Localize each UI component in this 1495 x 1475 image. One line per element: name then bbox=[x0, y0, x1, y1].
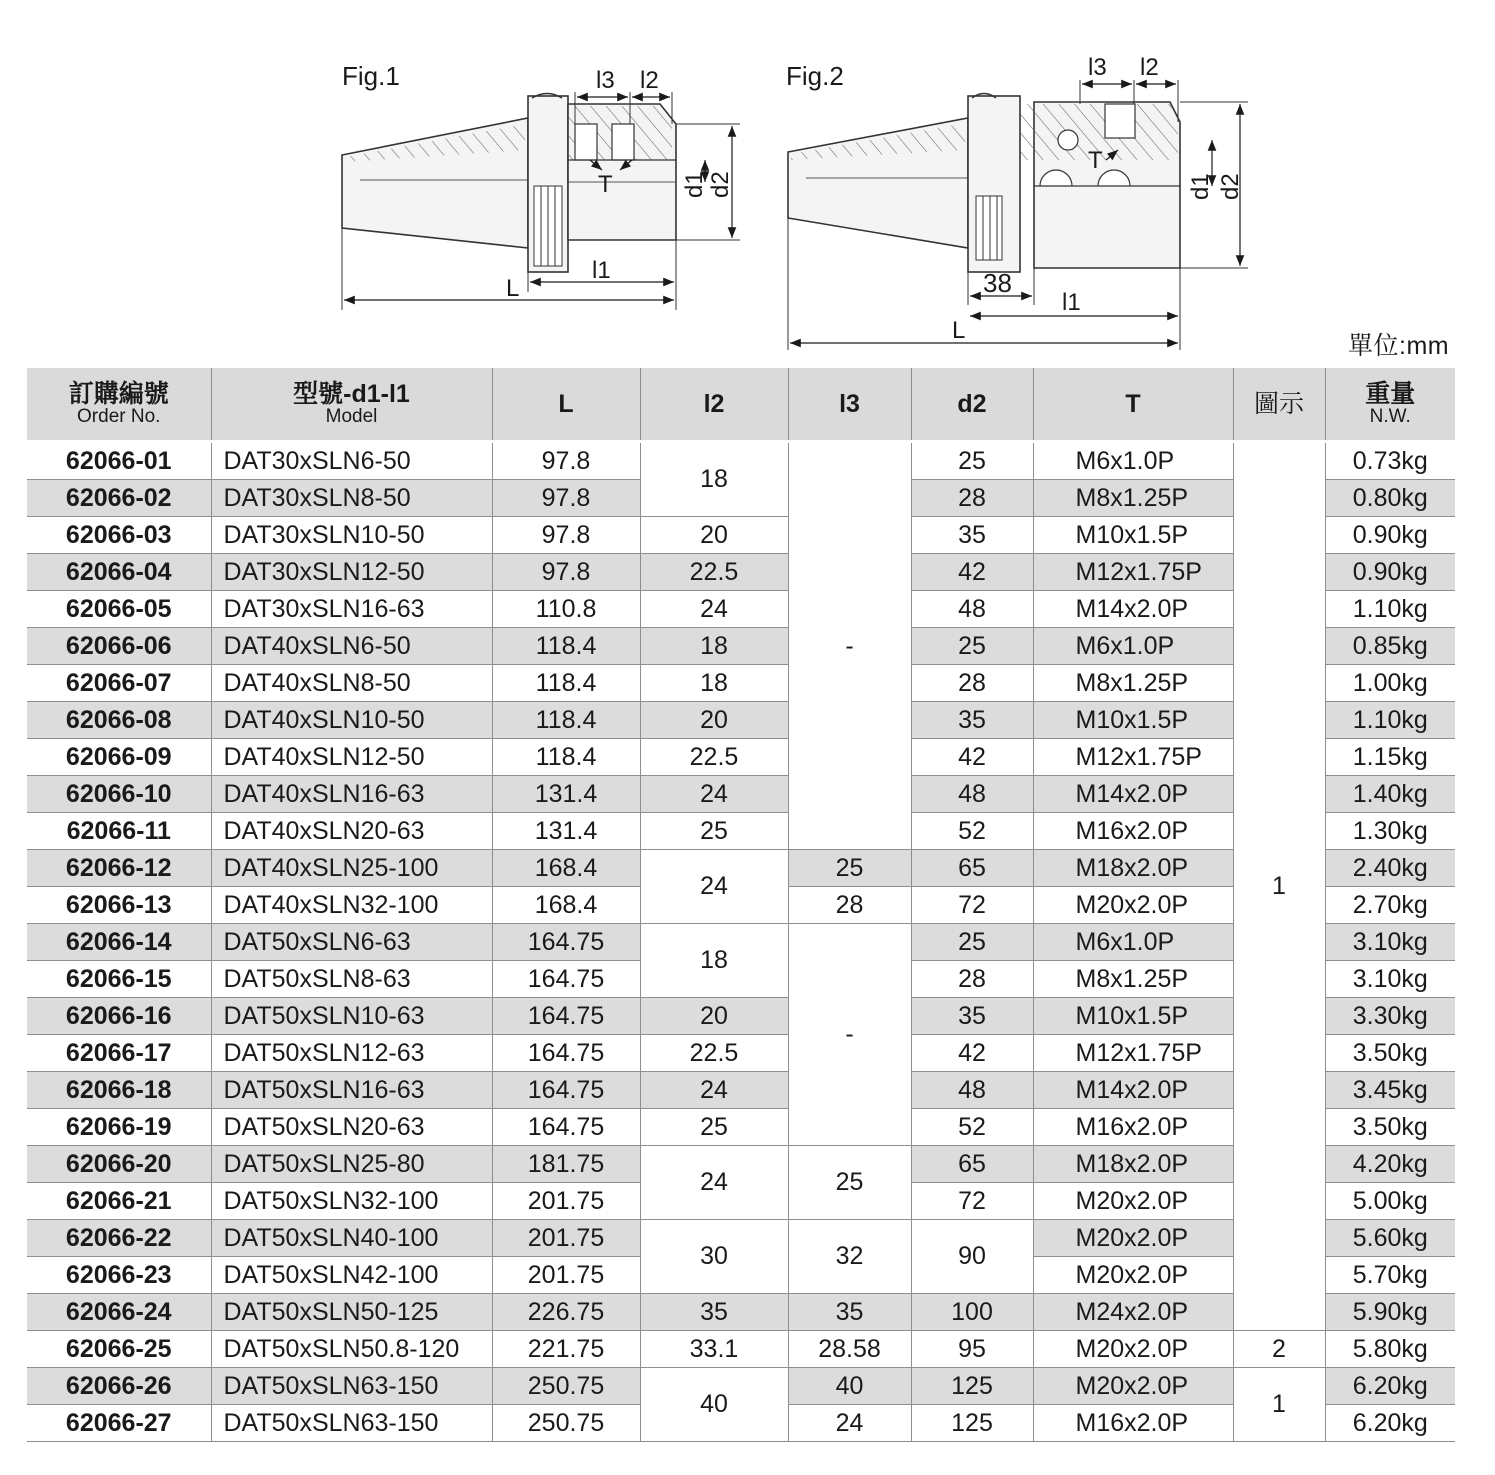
cell-T: M12x1.75P bbox=[1033, 739, 1233, 776]
cell-T: M12x1.75P bbox=[1033, 1035, 1233, 1072]
cell-model: DAT50xSLN12-63 bbox=[211, 1035, 492, 1072]
cell-T: M20x2.0P bbox=[1033, 1331, 1233, 1368]
fig1-dim-l2: l2 bbox=[640, 67, 659, 94]
cell-L: 118.4 bbox=[492, 628, 640, 665]
cell-model: DAT30xSLN8-50 bbox=[211, 480, 492, 517]
cell-d2: 28 bbox=[911, 480, 1033, 517]
cell-l2: 33.1 bbox=[640, 1331, 788, 1368]
cell-T: M14x2.0P bbox=[1033, 591, 1233, 628]
cell-L: 131.4 bbox=[492, 776, 640, 813]
cell-L: 164.75 bbox=[492, 924, 640, 961]
cell-T: M10x1.5P bbox=[1033, 702, 1233, 739]
cell-d2: 28 bbox=[911, 665, 1033, 702]
cell-d2: 35 bbox=[911, 998, 1033, 1035]
cell-nw: 3.10kg bbox=[1325, 961, 1455, 998]
cell-l2: 24 bbox=[640, 1072, 788, 1109]
cell-nw: 5.60kg bbox=[1325, 1220, 1455, 1257]
header-l3: l3 bbox=[788, 368, 911, 442]
cell-T: M20x2.0P bbox=[1033, 887, 1233, 924]
cell-L: 97.8 bbox=[492, 517, 640, 554]
cell-T: M24x2.0P bbox=[1033, 1294, 1233, 1331]
cell-nw: 0.85kg bbox=[1325, 628, 1455, 665]
cell-l2: 25 bbox=[640, 813, 788, 850]
cell-L: 226.75 bbox=[492, 1294, 640, 1331]
cell-nw: 3.10kg bbox=[1325, 924, 1455, 961]
cell-l2: 24 bbox=[640, 776, 788, 813]
cell-model: DAT50xSLN50.8-120 bbox=[211, 1331, 492, 1368]
cell-nw: 6.20kg bbox=[1325, 1368, 1455, 1405]
cell-l2: 18 bbox=[640, 924, 788, 998]
cell-L: 131.4 bbox=[492, 813, 640, 850]
cell-L: 97.8 bbox=[492, 442, 640, 480]
cell-model: DAT50xSLN6-63 bbox=[211, 924, 492, 961]
cell-L: 164.75 bbox=[492, 1072, 640, 1109]
header-model: 型號-d1-l1 Model bbox=[211, 368, 492, 442]
cell-l2: 20 bbox=[640, 702, 788, 739]
cell-order: 62066-17 bbox=[27, 1035, 211, 1072]
cell-l3: - bbox=[788, 924, 911, 1146]
cell-L: 201.75 bbox=[492, 1183, 640, 1220]
cell-nw: 5.00kg bbox=[1325, 1183, 1455, 1220]
fig2-dim-d1: d1 bbox=[1187, 173, 1214, 200]
cell-L: 164.75 bbox=[492, 1109, 640, 1146]
cell-nw: 0.80kg bbox=[1325, 480, 1455, 517]
cell-model: DAT40xSLN16-63 bbox=[211, 776, 492, 813]
cell-nw: 1.10kg bbox=[1325, 591, 1455, 628]
cell-order: 62066-05 bbox=[27, 591, 211, 628]
cell-model: DAT50xSLN20-63 bbox=[211, 1109, 492, 1146]
cell-model: DAT30xSLN16-63 bbox=[211, 591, 492, 628]
fig2-dim-d2: d2 bbox=[1217, 173, 1244, 200]
fig1-dim-T: T bbox=[598, 171, 613, 198]
cell-model: DAT40xSLN25-100 bbox=[211, 850, 492, 887]
cell-L: 110.8 bbox=[492, 591, 640, 628]
cell-L: 97.8 bbox=[492, 554, 640, 591]
cell-order: 62066-02 bbox=[27, 480, 211, 517]
cell-l3: 25 bbox=[788, 1146, 911, 1220]
cell-l2: 24 bbox=[640, 591, 788, 628]
cell-nw: 5.70kg bbox=[1325, 1257, 1455, 1294]
cell-model: DAT30xSLN6-50 bbox=[211, 442, 492, 480]
cell-order: 62066-09 bbox=[27, 739, 211, 776]
cell-d2: 25 bbox=[911, 442, 1033, 480]
cell-nw: 3.30kg bbox=[1325, 998, 1455, 1035]
cell-T: M18x2.0P bbox=[1033, 850, 1233, 887]
header-T: T bbox=[1033, 368, 1233, 442]
header-d2: d2 bbox=[911, 368, 1033, 442]
cell-order: 62066-21 bbox=[27, 1183, 211, 1220]
cell-order: 62066-06 bbox=[27, 628, 211, 665]
cell-nw: 3.45kg bbox=[1325, 1072, 1455, 1109]
cell-d2: 42 bbox=[911, 554, 1033, 591]
cell-model: DAT50xSLN10-63 bbox=[211, 998, 492, 1035]
cell-T: M16x2.0P bbox=[1033, 813, 1233, 850]
figure-1 bbox=[342, 61, 740, 310]
cell-d2: 65 bbox=[911, 850, 1033, 887]
table-row bbox=[27, 442, 1455, 480]
cell-d2: 90 bbox=[911, 1220, 1033, 1294]
cell-order: 62066-14 bbox=[27, 924, 211, 961]
cell-L: 221.75 bbox=[492, 1331, 640, 1368]
cell-l2: 18 bbox=[640, 665, 788, 702]
cell-L: 118.4 bbox=[492, 702, 640, 739]
cell-order: 62066-22 bbox=[27, 1220, 211, 1257]
cell-model: DAT50xSLN8-63 bbox=[211, 961, 492, 998]
cell-order: 62066-27 bbox=[27, 1405, 211, 1442]
fig2-dim-l2: l2 bbox=[1140, 54, 1159, 81]
cell-order: 62066-20 bbox=[27, 1146, 211, 1183]
cell-T: M10x1.5P bbox=[1033, 998, 1233, 1035]
cell-order: 62066-15 bbox=[27, 961, 211, 998]
cell-order: 62066-07 bbox=[27, 665, 211, 702]
cell-model: DAT50xSLN50-125 bbox=[211, 1294, 492, 1331]
cell-T: M20x2.0P bbox=[1033, 1257, 1233, 1294]
cell-T: M16x2.0P bbox=[1033, 1405, 1233, 1442]
cell-L: 164.75 bbox=[492, 1035, 640, 1072]
cell-order: 62066-10 bbox=[27, 776, 211, 813]
cell-d2: 100 bbox=[911, 1294, 1033, 1331]
cell-nw: 3.50kg bbox=[1325, 1109, 1455, 1146]
cell-L: 168.4 bbox=[492, 850, 640, 887]
cell-nw: 5.90kg bbox=[1325, 1294, 1455, 1331]
header-order: 訂購編號 Order No. bbox=[27, 368, 211, 442]
cell-T: M14x2.0P bbox=[1033, 1072, 1233, 1109]
cell-L: 201.75 bbox=[492, 1257, 640, 1294]
cell-d2: 95 bbox=[911, 1331, 1033, 1368]
cell-l2: 40 bbox=[640, 1368, 788, 1442]
fig1-dim-l3: l3 bbox=[596, 67, 615, 94]
cell-d2: 25 bbox=[911, 628, 1033, 665]
fig1-dim-l1: l1 bbox=[592, 257, 611, 284]
cell-order: 62066-23 bbox=[27, 1257, 211, 1294]
cell-nw: 6.20kg bbox=[1325, 1405, 1455, 1442]
header-l2: l2 bbox=[640, 368, 788, 442]
cell-T: M8x1.25P bbox=[1033, 480, 1233, 517]
table-row bbox=[27, 1368, 1455, 1405]
cell-L: 250.75 bbox=[492, 1368, 640, 1405]
fig2-dim-l3: l3 bbox=[1088, 54, 1107, 81]
cell-model: DAT50xSLN42-100 bbox=[211, 1257, 492, 1294]
cell-l2: 20 bbox=[640, 998, 788, 1035]
cell-d2: 125 bbox=[911, 1405, 1033, 1442]
cell-d2: 52 bbox=[911, 813, 1033, 850]
cell-model: DAT40xSLN20-63 bbox=[211, 813, 492, 850]
cell-model: DAT50xSLN32-100 bbox=[211, 1183, 492, 1220]
cell-model: DAT30xSLN12-50 bbox=[211, 554, 492, 591]
fig2-dim-38: 38 bbox=[983, 268, 1012, 298]
cell-L: 164.75 bbox=[492, 998, 640, 1035]
cell-d2: 35 bbox=[911, 702, 1033, 739]
cell-order: 62066-25 bbox=[27, 1331, 211, 1368]
cell-T: M12x1.75P bbox=[1033, 554, 1233, 591]
cell-T: M8x1.25P bbox=[1033, 961, 1233, 998]
cell-d2: 65 bbox=[911, 1146, 1033, 1183]
cell-l2: 25 bbox=[640, 1109, 788, 1146]
table-row bbox=[27, 1331, 1455, 1368]
cell-T: M14x2.0P bbox=[1033, 776, 1233, 813]
cell-model: DAT40xSLN32-100 bbox=[211, 887, 492, 924]
cell-model: DAT50xSLN25-80 bbox=[211, 1146, 492, 1183]
cell-order: 62066-16 bbox=[27, 998, 211, 1035]
cell-order: 62066-26 bbox=[27, 1368, 211, 1405]
cell-nw: 0.90kg bbox=[1325, 517, 1455, 554]
cell-T: M16x2.0P bbox=[1033, 1109, 1233, 1146]
cell-l3: 24 bbox=[788, 1405, 911, 1442]
unit-label: 單位:mm bbox=[1348, 332, 1450, 360]
cell-l2: 35 bbox=[640, 1294, 788, 1331]
cell-order: 62066-11 bbox=[27, 813, 211, 850]
figure-1-label: Fig.1 bbox=[342, 61, 400, 91]
cell-order: 62066-08 bbox=[27, 702, 211, 739]
cell-d2: 42 bbox=[911, 1035, 1033, 1072]
cell-nw: 2.40kg bbox=[1325, 850, 1455, 887]
cell-l3: 25 bbox=[788, 850, 911, 887]
cell-nw: 5.80kg bbox=[1325, 1331, 1455, 1368]
cell-nw: 1.40kg bbox=[1325, 776, 1455, 813]
cell-fig: 2 bbox=[1233, 1331, 1325, 1368]
cell-nw: 1.15kg bbox=[1325, 739, 1455, 776]
cell-nw: 2.70kg bbox=[1325, 887, 1455, 924]
cell-L: 250.75 bbox=[492, 1405, 640, 1442]
cell-L: 181.75 bbox=[492, 1146, 640, 1183]
cell-T: M10x1.5P bbox=[1033, 517, 1233, 554]
cell-model: DAT40xSLN8-50 bbox=[211, 665, 492, 702]
technical-drawings bbox=[0, 0, 1495, 365]
cell-order: 62066-04 bbox=[27, 554, 211, 591]
cell-d2: 28 bbox=[911, 961, 1033, 998]
cell-order: 62066-03 bbox=[27, 517, 211, 554]
cell-order: 62066-24 bbox=[27, 1294, 211, 1331]
cell-model: DAT40xSLN12-50 bbox=[211, 739, 492, 776]
spec-table bbox=[27, 368, 1455, 1442]
cell-l3: - bbox=[788, 442, 911, 850]
cell-T: M6x1.0P bbox=[1033, 924, 1233, 961]
cell-T: M6x1.0P bbox=[1033, 442, 1233, 480]
fig1-dim-d2: d2 bbox=[707, 171, 734, 198]
cell-l3: 28.58 bbox=[788, 1331, 911, 1368]
cell-l3: 40 bbox=[788, 1368, 911, 1405]
cell-model: DAT50xSLN63-150 bbox=[211, 1368, 492, 1405]
figure-2 bbox=[786, 54, 1248, 350]
cell-model: DAT40xSLN10-50 bbox=[211, 702, 492, 739]
cell-d2: 48 bbox=[911, 1072, 1033, 1109]
cell-L: 118.4 bbox=[492, 739, 640, 776]
cell-nw: 1.30kg bbox=[1325, 813, 1455, 850]
cell-l2: 24 bbox=[640, 1146, 788, 1220]
cell-L: 164.75 bbox=[492, 961, 640, 998]
cell-l2: 18 bbox=[640, 628, 788, 665]
cell-L: 118.4 bbox=[492, 665, 640, 702]
cell-nw: 0.90kg bbox=[1325, 554, 1455, 591]
cell-d2: 72 bbox=[911, 1183, 1033, 1220]
cell-d2: 52 bbox=[911, 1109, 1033, 1146]
cell-l3: 32 bbox=[788, 1220, 911, 1294]
cell-model: DAT40xSLN6-50 bbox=[211, 628, 492, 665]
cell-model: DAT30xSLN10-50 bbox=[211, 517, 492, 554]
cell-nw: 3.50kg bbox=[1325, 1035, 1455, 1072]
cell-T: M6x1.0P bbox=[1033, 628, 1233, 665]
cell-d2: 25 bbox=[911, 924, 1033, 961]
header-L: L bbox=[492, 368, 640, 442]
fig1-dim-L: L bbox=[506, 275, 520, 302]
cell-model: DAT50xSLN16-63 bbox=[211, 1072, 492, 1109]
cell-L: 168.4 bbox=[492, 887, 640, 924]
header-fig: 圖示 bbox=[1233, 368, 1325, 442]
cell-T: M18x2.0P bbox=[1033, 1146, 1233, 1183]
cell-nw: 1.00kg bbox=[1325, 665, 1455, 702]
cell-l2: 30 bbox=[640, 1220, 788, 1294]
cell-order: 62066-18 bbox=[27, 1072, 211, 1109]
cell-nw: 1.10kg bbox=[1325, 702, 1455, 739]
cell-l2: 18 bbox=[640, 442, 788, 517]
cell-nw: 0.73kg bbox=[1325, 442, 1455, 480]
cell-L: 97.8 bbox=[492, 480, 640, 517]
cell-l2: 22.5 bbox=[640, 554, 788, 591]
cell-l2: 22.5 bbox=[640, 739, 788, 776]
cell-T: M8x1.25P bbox=[1033, 665, 1233, 702]
table-body bbox=[27, 442, 1455, 1442]
header-weight: 重量 N.W. bbox=[1325, 368, 1455, 442]
cell-d2: 48 bbox=[911, 776, 1033, 813]
cell-fig: 1 bbox=[1233, 442, 1325, 1331]
cell-order: 62066-01 bbox=[27, 442, 211, 480]
table-header bbox=[27, 368, 1455, 442]
cell-d2: 48 bbox=[911, 591, 1033, 628]
fig2-dim-T: T bbox=[1088, 147, 1103, 174]
figure-2-label: Fig.2 bbox=[786, 61, 844, 91]
cell-model: DAT50xSLN40-100 bbox=[211, 1220, 492, 1257]
cell-d2: 72 bbox=[911, 887, 1033, 924]
fig1-dim-d1: d1 bbox=[681, 171, 708, 198]
cell-L: 201.75 bbox=[492, 1220, 640, 1257]
fig2-dim-l1: l1 bbox=[1062, 289, 1081, 316]
cell-order: 62066-12 bbox=[27, 850, 211, 887]
cell-l2: 22.5 bbox=[640, 1035, 788, 1072]
cell-T: M20x2.0P bbox=[1033, 1220, 1233, 1257]
cell-l2: 20 bbox=[640, 517, 788, 554]
cell-l3: 28 bbox=[788, 887, 911, 924]
cell-order: 62066-19 bbox=[27, 1109, 211, 1146]
cell-d2: 42 bbox=[911, 739, 1033, 776]
cell-l3: 35 bbox=[788, 1294, 911, 1331]
cell-l2: 24 bbox=[640, 850, 788, 924]
cell-nw: 4.20kg bbox=[1325, 1146, 1455, 1183]
cell-T: M20x2.0P bbox=[1033, 1368, 1233, 1405]
cell-order: 62066-13 bbox=[27, 887, 211, 924]
cell-d2: 35 bbox=[911, 517, 1033, 554]
cell-fig: 1 bbox=[1233, 1368, 1325, 1442]
cell-d2: 125 bbox=[911, 1368, 1033, 1405]
cell-T: M20x2.0P bbox=[1033, 1183, 1233, 1220]
cell-model: DAT50xSLN63-150 bbox=[211, 1405, 492, 1442]
fig2-dim-L: L bbox=[952, 317, 966, 344]
